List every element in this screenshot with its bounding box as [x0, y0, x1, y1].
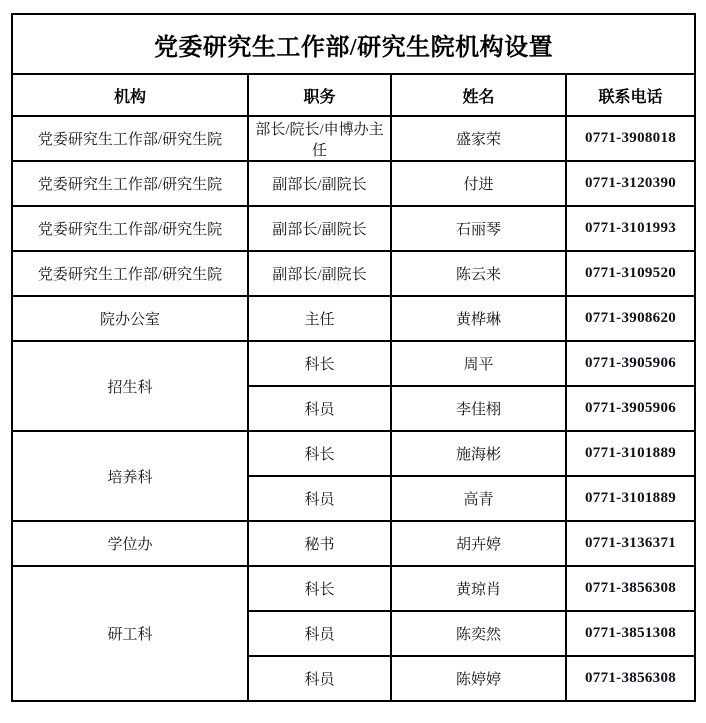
table-row: [12, 431, 695, 476]
table-row: [12, 341, 695, 386]
column-header: 姓名: [391, 74, 566, 116]
table-row: [12, 116, 695, 161]
phone-cell: 0771-3905906: [566, 341, 695, 386]
table-header-row: [12, 74, 695, 116]
name-cell: 周平: [391, 341, 566, 386]
org-cell: 党委研究生工作部/研究生院: [12, 206, 248, 251]
name-cell: 胡卉婷: [391, 521, 566, 566]
table-row: [12, 521, 695, 566]
title-row: [12, 14, 695, 74]
position-cell: 副部长/副院长: [248, 161, 391, 206]
phone-cell: 0771-3101889: [566, 476, 695, 521]
phone-cell: 0771-3856308: [566, 566, 695, 611]
position-cell: 科员: [248, 656, 391, 701]
position-cell: 科长: [248, 431, 391, 476]
table-row: [12, 251, 695, 296]
name-cell: 陈云来: [391, 251, 566, 296]
phone-cell: 0771-3120390: [566, 161, 695, 206]
name-cell: 黄桦琳: [391, 296, 566, 341]
org-cell: 党委研究生工作部/研究生院: [12, 116, 248, 161]
position-cell: 副部长/副院长: [248, 251, 391, 296]
org-cell: 党委研究生工作部/研究生院: [12, 161, 248, 206]
phone-cell: 0771-3136371: [566, 521, 695, 566]
name-cell: 李佳栩: [391, 386, 566, 431]
name-cell: 施海彬: [391, 431, 566, 476]
org-cell: 院办公室: [12, 296, 248, 341]
org-cell: 招生科: [12, 341, 248, 431]
name-cell: 石丽琴: [391, 206, 566, 251]
position-cell: 科长: [248, 341, 391, 386]
org-cell: 研工科: [12, 566, 248, 701]
name-cell: 高青: [391, 476, 566, 521]
position-cell: 科员: [248, 386, 391, 431]
page-title: 党委研究生工作部/研究生院机构设置: [12, 14, 695, 74]
phone-cell: 0771-3905906: [566, 386, 695, 431]
org-structure-table: [11, 13, 696, 702]
table-row: [12, 566, 695, 611]
column-header: 机构: [12, 74, 248, 116]
phone-cell: 0771-3908018: [566, 116, 695, 161]
name-cell: 陈婷婷: [391, 656, 566, 701]
position-cell: 科员: [248, 611, 391, 656]
position-cell: 科员: [248, 476, 391, 521]
phone-cell: 0771-3908620: [566, 296, 695, 341]
position-cell: 秘书: [248, 521, 391, 566]
phone-cell: 0771-3101993: [566, 206, 695, 251]
name-cell: 陈奕然: [391, 611, 566, 656]
phone-cell: 0771-3109520: [566, 251, 695, 296]
org-cell: 学位办: [12, 521, 248, 566]
position-cell: 部长/院长/申博办主任: [248, 116, 391, 161]
table-body: [12, 116, 695, 701]
position-cell: 科长: [248, 566, 391, 611]
phone-cell: 0771-3101889: [566, 431, 695, 476]
column-header: 职务: [248, 74, 391, 116]
phone-cell: 0771-3851308: [566, 611, 695, 656]
org-cell: 党委研究生工作部/研究生院: [12, 251, 248, 296]
name-cell: 黄琼肖: [391, 566, 566, 611]
table-head: [12, 14, 695, 116]
name-cell: 盛家荣: [391, 116, 566, 161]
column-header: 联系电话: [566, 74, 695, 116]
table-row: [12, 206, 695, 251]
position-cell: 主任: [248, 296, 391, 341]
org-cell: 培养科: [12, 431, 248, 521]
name-cell: 付进: [391, 161, 566, 206]
table-row: [12, 296, 695, 341]
table-row: [12, 161, 695, 206]
phone-cell: 0771-3856308: [566, 656, 695, 701]
position-cell: 副部长/副院长: [248, 206, 391, 251]
